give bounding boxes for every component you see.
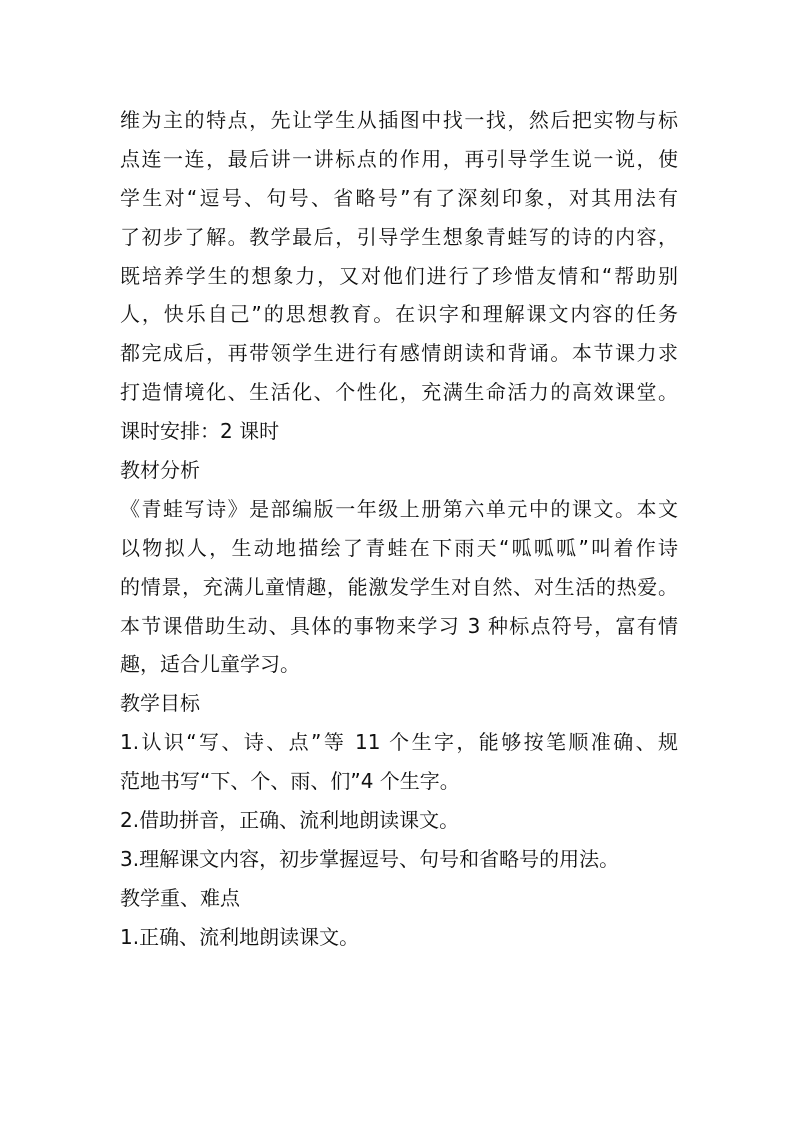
section-heading-material-analysis: 教材分析 [120,458,200,483]
paragraph-line: 打造情境化、生活化、个性化，充满生命活力的高效课堂。 [120,380,678,405]
list-item: 3.理解课文内容，初步掌握逗号、句号和省略号的用法。 [120,846,620,871]
body-text [120,101,678,957]
paragraph-line: 维为主的特点，先让学生从插图中找一找，然后把实物与标 [120,108,678,132]
paragraph-line: 学生对“逗号、句号、省略号”有了深刻印象，对其用法有 [120,185,678,210]
section-heading-teaching-goals: 教学目标 [120,691,200,716]
paragraph-line: 既培养学生的想象力，又对他们进行了珍惜友情和“帮助别 [120,263,678,288]
paragraph-line: 的情景，充满儿童情趣，能激发学生对自然、对生活的热爱。 [120,574,678,599]
list-item-continuation: 范地书写“下、个、雨、们”4 个生字。 [120,769,460,794]
paragraph-line: 点连一连，最后讲一讲标点的作用，再引导学生说一说，使 [120,146,678,171]
paragraph-line: 都完成后，再带领学生进行有感情朗读和背诵。本节课力求 [120,341,678,366]
class-hours-line: 课时安排：2 课时 [120,419,280,444]
list-item: 1.正确、流利地朗读课文。 [120,924,360,949]
list-item: 1.认识“写、诗、点”等 11 个生字，能够按笔顺准确、规 [120,730,678,755]
paragraph-line: 本节课借助生动、具体的事物来学习 3 种标点符号，富有情 [120,613,678,638]
paragraph-line: 趣，适合儿童学习。 [120,652,300,677]
paragraph-line: 《青蛙写诗》是部编版一年级上册第六单元中的课文。本文 [120,496,678,521]
list-item: 2.借助拼音，正确、流利地朗读课文。 [120,808,460,833]
paragraph-line: 以物拟人，生动地描绘了青蛙在下雨天“呱呱呱”叫着作诗 [120,535,678,560]
section-heading-key-points: 教学重、难点 [120,885,240,910]
paragraph-line: 了初步了解。教学最后，引导学生想象青蛙写的诗的内容， [120,224,678,249]
paragraph-line: 人，快乐自己”的思想教育。在识字和理解课文内容的任务 [120,302,678,327]
